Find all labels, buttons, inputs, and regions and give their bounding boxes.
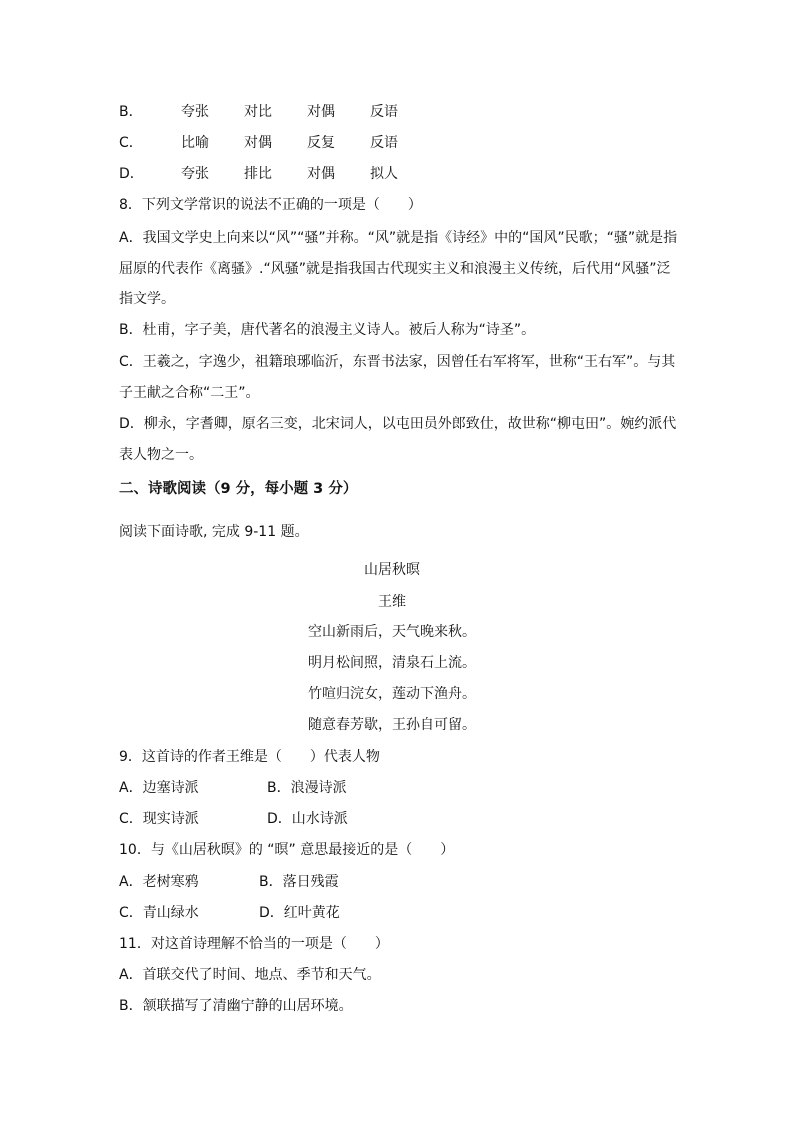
poem-line: 空山新雨后，天气晚来秋。: [308, 624, 476, 640]
poem-line: 明月松间照，清泉石上流。: [308, 655, 476, 671]
q11-stem: 11．对这首诗理解不恰当的一项是（ ）: [119, 936, 389, 952]
option: D．山水诗派: [267, 811, 348, 827]
q8-option-a-line3: 指文学。: [119, 291, 175, 307]
q10-stem: 10．与《山居秋暝》的 “暝” 意思最接近的是（ ）: [119, 842, 455, 858]
option: B．浪漫诗派: [267, 780, 347, 796]
q11-option-a: A．首联交代了时间、地点、季节和天气。: [119, 967, 381, 983]
q8-stem: 8．下列文学常识的说法不正确的一项是（ ）: [119, 197, 422, 213]
q9-options-row: [119, 778, 347, 798]
option-letter: C．: [119, 135, 143, 151]
q8-option-a-line2: 屈原的代表作《离骚》.“风骚”就是指我国古代现实主义和浪漫主义传统，后代用“风骚”泛: [119, 261, 671, 277]
option-item: 夸张: [181, 104, 209, 120]
q9-stem: 9．这首诗的作者王维是（ ）代表人物: [119, 749, 380, 765]
option: D．红叶黄花: [259, 905, 340, 921]
section-heading: 二、诗歌阅读（9 分，每小题 3 分）: [119, 481, 358, 497]
option-item: 对偶: [307, 104, 335, 120]
option-item: 对偶: [244, 135, 272, 151]
option: A．老树寒鸦: [119, 874, 199, 890]
option: C．青山绿水: [119, 905, 199, 921]
section-instruction: 阅读下面诗歌, 完成 9-11 题。: [119, 524, 309, 540]
option: C．现实诗派: [119, 811, 199, 827]
option: B．落日残霞: [259, 874, 339, 890]
q9-options-row: [119, 809, 348, 829]
option-item: 排比: [244, 166, 272, 182]
poem-line: 随意春芳歇，王孙自可留。: [308, 717, 476, 733]
option: A．边塞诗派: [119, 780, 199, 796]
q8-option-a-line1: A．我国文学史上向来以“风”“骚”并称。“风”就是指《诗经》中的“国风”民歌；“骚”就是指: [119, 230, 678, 246]
option-item: 拟人: [370, 166, 398, 182]
option-letter: B．: [119, 104, 143, 120]
option-item: 夸张: [181, 166, 209, 182]
poem-author: 王维: [378, 594, 406, 610]
option-item: 对偶: [307, 166, 335, 182]
q8-option-c-line1: C．王羲之，字逸少，祖籍琅琊临沂，东晋书法家，因曾任右军将军，世称“王右军”。与其: [119, 354, 676, 370]
q11-option-b: B．颔联描写了清幽宁静的山居环境。: [119, 998, 353, 1014]
poem-title: 山居秋暝: [364, 562, 420, 578]
q8-option-d-line1: D．柳永，字耆卿，原名三变，北宋词人，以屯田员外郎致仕，故世称“柳屯田”。婉约派代: [119, 416, 677, 432]
option-item: 对比: [244, 104, 272, 120]
q10-options-row: [119, 872, 339, 892]
q7-option-b: [119, 102, 398, 122]
q8-option-b: B．杜甫，字子美，唐代著名的浪漫主义诗人。被后人称为“诗圣”。: [119, 322, 536, 338]
option-item: 反复: [307, 135, 335, 151]
q8-option-d-line2: 表人物之一。: [119, 447, 203, 463]
q7-option-c: [119, 133, 398, 153]
option-letter: D．: [119, 166, 144, 182]
q7-option-d: [119, 164, 398, 184]
option-item: 反语: [370, 104, 398, 120]
option-item: 反语: [370, 135, 398, 151]
option-item: 比喻: [181, 135, 209, 151]
q10-options-row: [119, 903, 340, 923]
poem-line: 竹喧归浣女，莲动下渔舟。: [308, 686, 476, 702]
q8-option-c-line2: 子王献之合称“二王”。: [119, 385, 260, 401]
